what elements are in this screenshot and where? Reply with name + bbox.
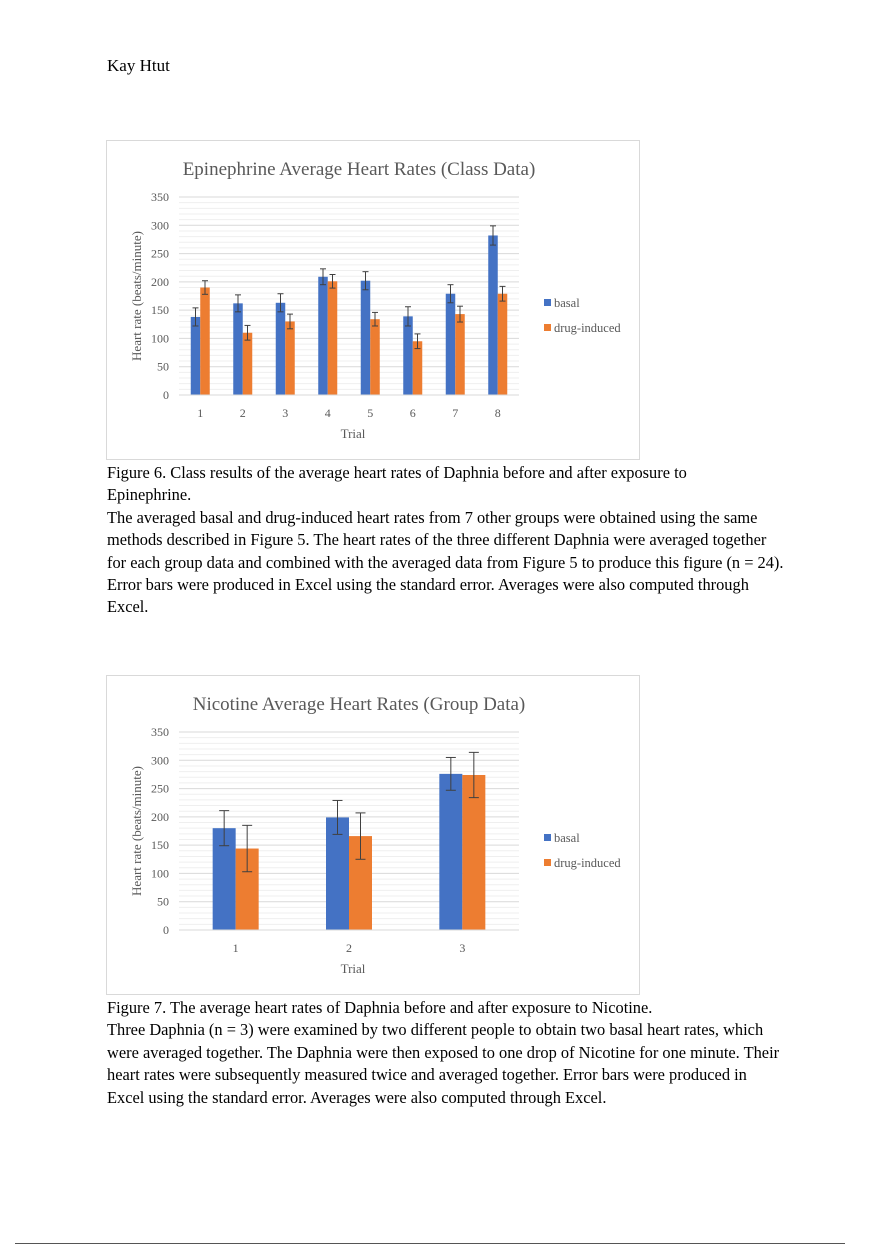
y-tick-label: 50: [157, 359, 169, 374]
x-tick-label: 3: [459, 941, 466, 955]
y-tick-label: 0: [163, 923, 169, 937]
legend-swatch-basal: [544, 834, 551, 841]
y-axis-label: Heart rate (beats/minute): [129, 231, 144, 361]
figure7-caption-body: Three Daphnia (n = 3) were examined by two different people to obtain two basal heart rates, which were averaged together. The Daphnia were then exposed to one drop of Nicotine for one minute. Their heart rates were subsequently measured twice and averaged together. Error bars were produced in Excel using the standard error. Averages were also computed through Excel.: [107, 1020, 780, 1107]
x-axis-label: Trial: [340, 426, 366, 441]
bar-basal: [446, 294, 456, 395]
bar-basal: [233, 303, 243, 395]
bar-basal: [276, 303, 286, 395]
y-tick-label: 100: [151, 866, 169, 881]
y-tick-label: 200: [151, 274, 169, 289]
figure6-caption-title: Figure 6. Class results of the average heart rates of Daphnia before and after exposure to Epinephrine.: [107, 463, 687, 505]
bar-drug-induced: [328, 281, 338, 395]
bar-basal: [318, 277, 328, 395]
x-tick-label: 2: [239, 406, 246, 420]
x-axis-label: Trial: [340, 961, 366, 976]
y-tick-label: 50: [157, 894, 169, 909]
y-tick-label: 300: [151, 753, 169, 768]
bar-basal: [191, 317, 201, 395]
bar-basal: [403, 316, 413, 395]
x-tick-label: 2: [346, 941, 352, 955]
x-tick-label: 4: [324, 406, 331, 420]
x-tick-label: 1: [197, 406, 204, 420]
x-tick-label: 6: [409, 406, 416, 420]
y-tick-label: 200: [151, 809, 169, 824]
x-tick-label: 8: [494, 406, 501, 420]
bar-drug-induced: [285, 321, 295, 395]
y-tick-label: 150: [151, 838, 169, 853]
figure7-caption-title: Figure 7. The average heart rates of Daphnia before and after exposure to Nicotine.: [107, 998, 653, 1017]
y-tick-label: 350: [151, 190, 169, 204]
bar-basal: [439, 774, 462, 930]
y-tick-label: 0: [163, 388, 169, 402]
nicotine-chart: [106, 675, 640, 995]
bar-basal: [488, 235, 498, 395]
bar-drug-induced: [498, 294, 508, 395]
bar-drug-induced: [455, 314, 465, 395]
y-tick-label: 250: [151, 246, 169, 261]
figure6-caption-body: The averaged basal and drug-induced heart rates from 7 other groups were obtained using the same methods described in Figure 5. The heart rates of the three different Daphnia were averaged together for each group data and combined with the averaged data from Figure 5 to produce this figure (n = 24). Error bars were produced in Excel using the standard error. Averages were also computed through Excel.: [107, 507, 784, 617]
figure6-caption: [107, 462, 787, 619]
x-tick-label: 1: [232, 941, 239, 955]
bar-drug-induced: [243, 333, 253, 395]
bar-drug-induced: [462, 775, 485, 930]
legend-label-basal: basal: [554, 831, 580, 845]
figure7-caption: [107, 997, 787, 1109]
y-tick-label: 300: [151, 218, 169, 233]
bar-drug-induced: [413, 341, 423, 395]
bar-basal: [361, 281, 371, 395]
x-tick-label: 7: [452, 406, 459, 420]
y-axis-label: Heart rate (beats/minute): [129, 766, 144, 896]
epinephrine-chart: [106, 140, 640, 460]
chart-svg: [107, 676, 639, 994]
y-tick-label: 100: [151, 331, 169, 346]
author-name: Kay Htut: [107, 56, 170, 75]
y-tick-label: 250: [151, 781, 169, 796]
legend-label-drug-induced: drug-induced: [554, 856, 621, 870]
bar-drug-induced: [200, 288, 210, 395]
legend-label-basal: basal: [554, 296, 580, 310]
chart-svg: [107, 141, 639, 459]
chart-title: Epinephrine Average Heart Rates (Class Data): [182, 159, 536, 180]
legend-label-drug-induced: drug-induced: [554, 321, 621, 335]
y-tick-label: 150: [151, 303, 169, 318]
chart-title: Nicotine Average Heart Rates (Group Data): [192, 694, 526, 715]
legend-swatch-drug-induced: [544, 859, 551, 866]
footer-divider: [15, 1243, 845, 1244]
x-tick-label: 3: [282, 406, 289, 420]
bar-drug-induced: [370, 319, 380, 395]
legend-swatch-drug-induced: [544, 324, 551, 331]
legend-swatch-basal: [544, 299, 551, 306]
y-tick-label: 350: [151, 725, 169, 739]
x-tick-label: 5: [367, 406, 374, 420]
